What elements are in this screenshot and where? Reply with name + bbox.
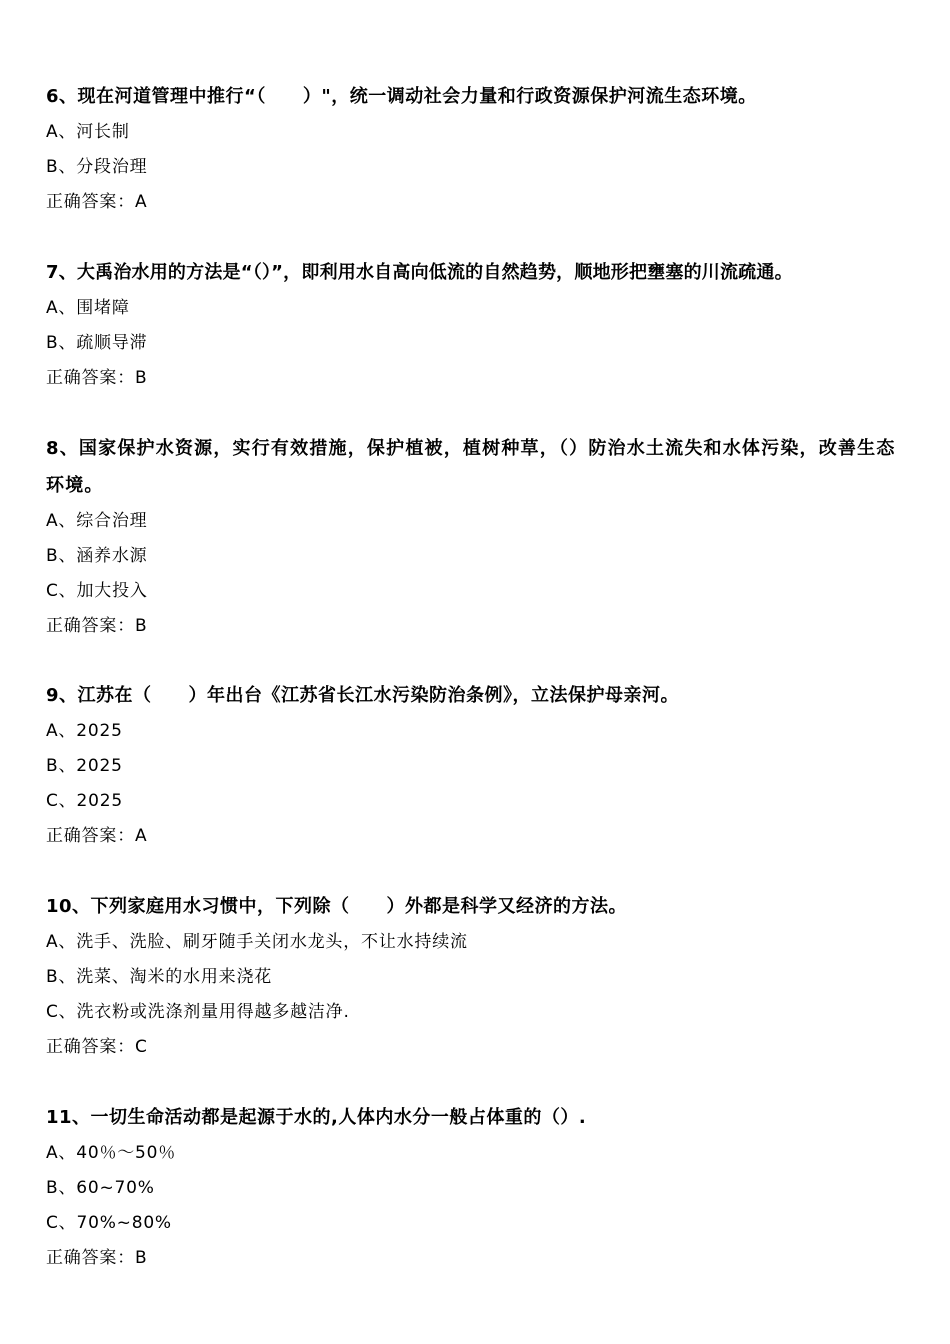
- question-10: [46, 888, 926, 1065]
- option-a: A、围堵障: [46, 298, 130, 318]
- option-b: B、涵养水源: [46, 546, 148, 566]
- option-a: A、2025: [46, 721, 123, 741]
- correct-answer: 正确答案：C: [46, 1037, 148, 1057]
- question-title: 7、大禹治水用的方法是“（）”，即利用水自高向低流的自然趋势，顺地形把壅塞的川流疏通。: [46, 262, 793, 283]
- option-b: B、分段治理: [46, 157, 148, 177]
- question-title: 6、现在河道管理中推行“（ ）"，统一调动社会力量和行政资源保护河流生态环境。: [46, 86, 757, 107]
- option-b: B、2025: [46, 756, 123, 776]
- option-a: A、40％～50％: [46, 1143, 177, 1163]
- correct-answer: 正确答案：A: [46, 826, 148, 846]
- question-6: [46, 78, 926, 220]
- option-a: A、河长制: [46, 122, 130, 142]
- question-title: 8、国家保护水资源，实行有效措施，保护植被，植树种草，（）防治水土流失和水体污染，改善生态环境。: [46, 438, 896, 496]
- option-c: C、洗衣粉或洗涤剂量用得越多越洁净.: [46, 1002, 350, 1022]
- question-7: [46, 254, 936, 396]
- correct-answer: 正确答案：B: [46, 368, 148, 388]
- option-c: C、2025: [46, 791, 123, 811]
- question-title: 9、江苏在（ ）年出台《江苏省长江水污染防治条例》，立法保护母亲河。: [46, 685, 680, 706]
- option-b: B、洗菜、淘米的水用来浇花: [46, 967, 273, 987]
- option-a: A、综合治理: [46, 511, 148, 531]
- option-b: B、60~70%: [46, 1178, 155, 1198]
- option-c: C、70%~80%: [46, 1213, 172, 1233]
- option-c: C、加大投入: [46, 581, 148, 601]
- correct-answer: 正确答案：A: [46, 192, 148, 212]
- option-b: B、疏顺导滞: [46, 333, 148, 353]
- correct-answer: 正确答案：B: [46, 1248, 148, 1268]
- question-title: 10、下列家庭用水习惯中，下列除（ ）外都是科学又经济的方法。: [46, 896, 628, 917]
- question-title: 11、一切生命活动都是起源于水的,人体内水分一般占体重的（）.: [46, 1107, 587, 1128]
- question-8: [46, 430, 906, 644]
- correct-answer: 正确答案：B: [46, 616, 148, 636]
- question-11: [46, 1099, 926, 1276]
- option-a: A、洗手、洗脸、刷牙随手关闭水龙头，不让水持续流: [46, 932, 468, 952]
- question-9: [46, 677, 926, 854]
